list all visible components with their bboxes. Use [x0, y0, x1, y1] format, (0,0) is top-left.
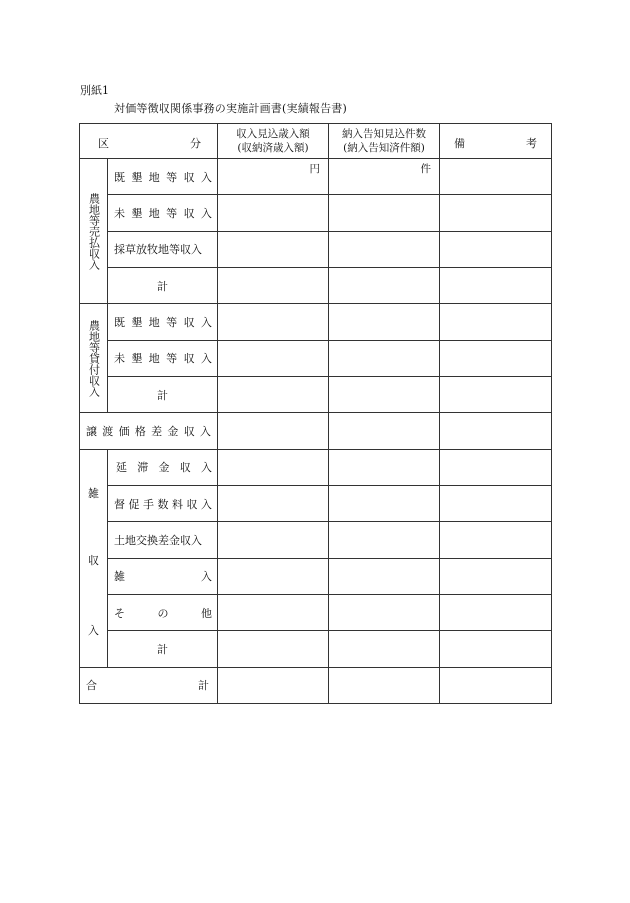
table-row: [80, 413, 552, 449]
remarks-cell[interactable]: [440, 485, 552, 521]
amount-cell[interactable]: [218, 485, 329, 521]
remarks-cell[interactable]: [440, 304, 552, 340]
header-remarks: [440, 124, 552, 159]
table-row: [80, 304, 552, 340]
table-row: [80, 558, 552, 594]
row-label: [108, 159, 218, 195]
count-cell[interactable]: [329, 667, 440, 703]
header-revenue: [218, 124, 329, 159]
row-label: 未 墾 地 等 収 入: [108, 340, 218, 376]
row-label: 既 墾 地 等 収 入: [108, 304, 218, 340]
row-label-subtotal: 計: [108, 377, 218, 413]
count-cell[interactable]: [329, 231, 440, 267]
remarks-cell[interactable]: [440, 413, 552, 449]
remarks-cell[interactable]: [440, 231, 552, 267]
remarks-cell[interactable]: [440, 449, 552, 485]
row-label: 延 滞 金 収 入: [108, 449, 218, 485]
amount-cell[interactable]: [218, 195, 329, 231]
header-kubun-left: 区: [98, 137, 109, 150]
row-label: 未 墾 地 等 収 入: [108, 195, 218, 231]
row-label-subtotal: 計: [108, 631, 218, 667]
amount-cell[interactable]: [218, 522, 329, 558]
row-label: そ の 他: [108, 594, 218, 630]
amount-cell[interactable]: [218, 558, 329, 594]
document-title: 対価等徴収関係事務の実施計画書(実績報告書): [114, 102, 347, 115]
group-misc-label: 雑 収 入: [80, 449, 108, 667]
amount-cell[interactable]: [218, 631, 329, 667]
count-cell[interactable]: [329, 594, 440, 630]
table-row: [80, 231, 552, 267]
table-row: [80, 594, 552, 630]
count-cell[interactable]: [329, 195, 440, 231]
remarks-cell[interactable]: [440, 340, 552, 376]
count-cell[interactable]: 件: [329, 159, 440, 195]
amount-cell[interactable]: [218, 413, 329, 449]
count-cell[interactable]: [329, 449, 440, 485]
header-notices: [329, 124, 440, 159]
remarks-cell[interactable]: [440, 195, 552, 231]
grand-total-row: [80, 667, 552, 703]
remarks-cell[interactable]: [440, 522, 552, 558]
table-row: [80, 449, 552, 485]
row-label: 雑 入: [108, 558, 218, 594]
count-cell[interactable]: [329, 413, 440, 449]
count-cell[interactable]: [329, 631, 440, 667]
row-label: 採草放牧地等収入: [108, 231, 218, 267]
remarks-cell[interactable]: [440, 377, 552, 413]
table-row: [80, 522, 552, 558]
header-notices-line2: (納入告知済件額): [343, 142, 425, 155]
amount-cell[interactable]: [218, 449, 329, 485]
group-lease-label: 農地等貸付収入: [80, 304, 108, 413]
row-label: 土地交換差金収入: [108, 522, 218, 558]
table-row: [80, 631, 552, 667]
header-kubun-right: 分: [190, 137, 201, 150]
table-row: [80, 159, 552, 195]
header-remarks-right: 考: [526, 137, 537, 150]
amount-cell[interactable]: [218, 377, 329, 413]
table-row: [80, 268, 552, 304]
remarks-cell[interactable]: [440, 594, 552, 630]
header-revenue-line2: (収納済歳入額): [237, 142, 309, 155]
count-cell[interactable]: [329, 558, 440, 594]
table-row: [80, 485, 552, 521]
count-cell[interactable]: [329, 522, 440, 558]
count-cell[interactable]: [329, 340, 440, 376]
amount-cell[interactable]: 円: [218, 159, 329, 195]
row-label-grand-total: 合 計: [80, 667, 218, 703]
group-sale-label: 農地等売払収入: [80, 159, 108, 304]
amount-cell[interactable]: [218, 667, 329, 703]
table-row: [80, 340, 552, 376]
count-cell[interactable]: [329, 268, 440, 304]
amount-cell[interactable]: [218, 340, 329, 376]
plan-table: [79, 123, 552, 704]
header-remarks-left: 備: [454, 137, 465, 150]
row-label-transfer: 譲 渡 価 格 差 金 収 入: [80, 413, 218, 449]
amount-cell[interactable]: [218, 231, 329, 267]
remarks-cell[interactable]: [440, 631, 552, 667]
table-row: [80, 377, 552, 413]
amount-cell[interactable]: [218, 268, 329, 304]
remarks-cell[interactable]: [440, 268, 552, 304]
count-cell[interactable]: [329, 304, 440, 340]
header-row: [80, 124, 552, 159]
spread-label: 既 墾 地 等 収 入: [114, 170, 212, 184]
remarks-cell[interactable]: [440, 667, 552, 703]
count-cell[interactable]: [329, 485, 440, 521]
amount-cell[interactable]: [218, 304, 329, 340]
header-kubun: [80, 124, 218, 159]
annex-label: 別紙1: [80, 84, 109, 97]
remarks-cell[interactable]: [440, 558, 552, 594]
header-revenue-line1: 収入見込歳入額: [236, 128, 310, 141]
remarks-cell[interactable]: [440, 159, 552, 195]
row-label-subtotal: 計: [108, 268, 218, 304]
table-row: [80, 195, 552, 231]
amount-cell[interactable]: [218, 594, 329, 630]
count-cell[interactable]: [329, 377, 440, 413]
header-notices-line1: 納入告知見込件数: [342, 128, 426, 141]
row-label: 督 促 手 数 料 収 入: [108, 485, 218, 521]
